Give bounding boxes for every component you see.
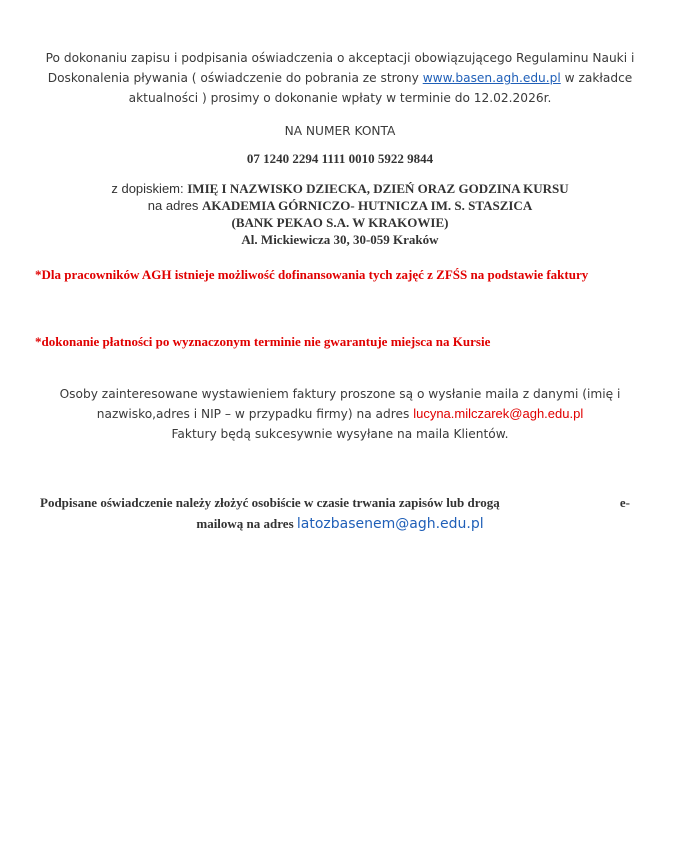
declaration-line-2 <box>40 513 640 535</box>
basen-website-link[interactable]: www.basen.agh.edu.pl <box>422 71 561 85</box>
invoice-note: Faktury będą sukcesywnie wysyłane na maila Klientów. <box>171 427 509 441</box>
intro-text-after: w zakładce aktualności ) prosimy o dokonanie wpłaty w terminie do 12.02.2026r. <box>128 71 633 105</box>
late-payment-note: *dokonanie płatności po wyznaczonym terminie nie gwarantuje miejsca na Kursie <box>35 334 491 349</box>
account-heading: NA NUMER KONTA <box>284 124 396 138</box>
cofunding-note: *Dla pracowników AGH istnieje możliwość dofinansowania tych zajęć z ZFŚS na podstawie faktury <box>35 267 589 282</box>
invoice-email-link[interactable]: lucyna.milczarek@agh.edu.pl <box>413 406 584 421</box>
intro-text-before: Po dokonaniu zapisu i podpisania oświadczenia o akceptacji obowiązującego Regulaminu Nauki i Doskonalenia pływania ( oświadczenie do pobrania ze strony <box>45 51 635 85</box>
account-number: 07 1240 2294 1111 0010 5922 9844 <box>246 151 434 166</box>
transfer-bank: (BANK PEKAO S.A. W KRAKOWIE) <box>231 215 449 230</box>
transfer-address-line <box>30 197 650 214</box>
declaration-email-link[interactable]: latozbasenem@agh.edu.pl <box>296 516 484 532</box>
intro-paragraph <box>30 48 650 108</box>
transfer-street: Al. Mickiewicza 30, 30-059 Kraków <box>241 232 439 247</box>
declaration-text-1: Podpisane oświadczenie należy złożyć osobiście w czasie trwania zapisów lub drogą <box>40 495 500 510</box>
declaration-text-2: mailową na adres <box>196 516 297 531</box>
transfer-title-line <box>30 180 650 197</box>
transfer-title-label: z dopiskiem: <box>111 181 188 196</box>
declaration-line-1 <box>40 492 640 513</box>
transfer-title-value: IMIĘ I NAZWISKO DZIECKA, DZIEŃ ORAZ GODZINA KURSU <box>187 181 569 196</box>
invoice-paragraph <box>30 384 650 444</box>
declaration-paragraph <box>40 492 640 535</box>
invoice-text: Osoby zainteresowane wystawieniem faktury proszone są o wysłanie maila z danymi (imię i nazwisko,adres i NIP – w przypadku firmy) na adres <box>59 387 621 421</box>
declaration-hyphen: e- <box>619 495 630 510</box>
transfer-address-value: AKADEMIA GÓRNICZO- HUTNICZA IM. S. STASZICA <box>201 198 533 213</box>
transfer-details <box>30 180 650 248</box>
transfer-address-label: na adres <box>147 198 202 213</box>
